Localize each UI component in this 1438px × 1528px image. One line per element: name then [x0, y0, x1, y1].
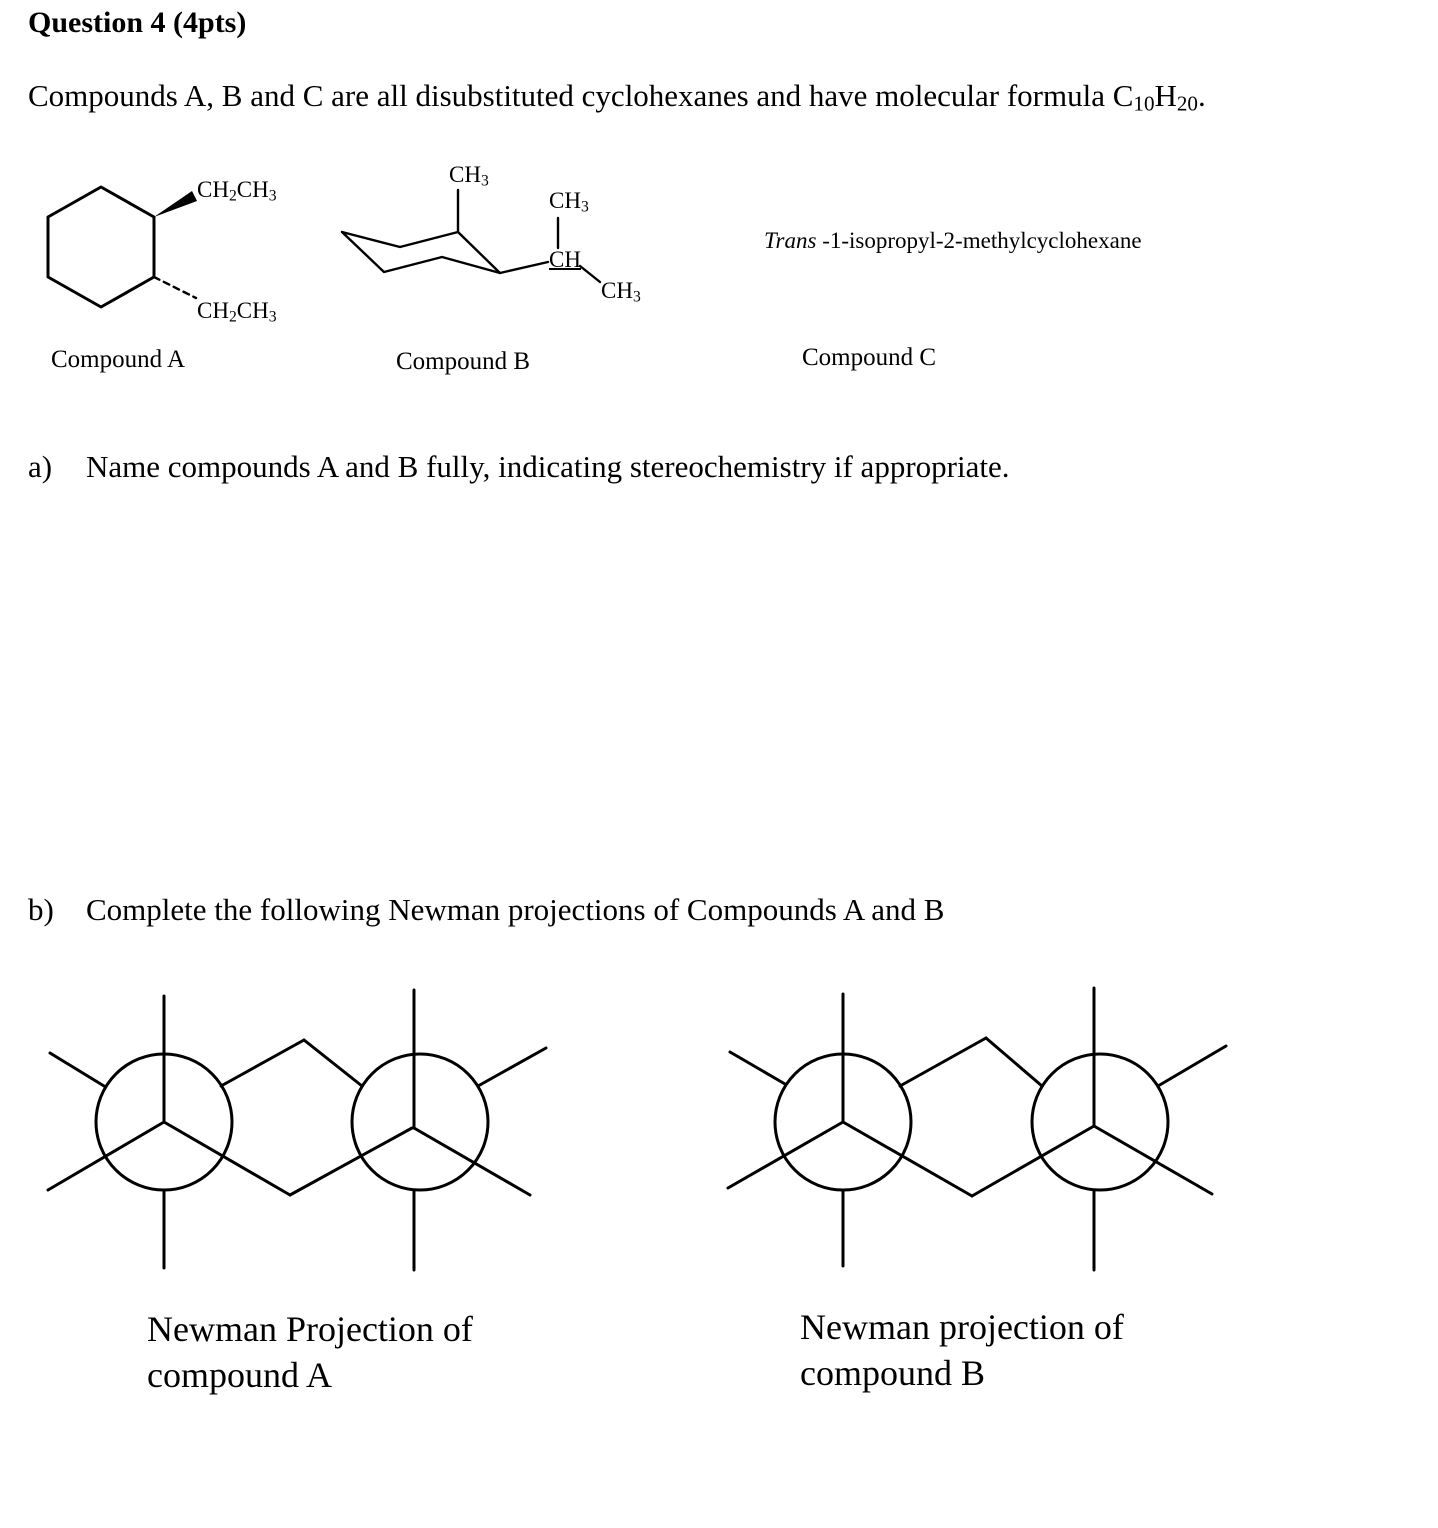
- compound-a-caption: Compound A: [51, 346, 186, 373]
- newman-a-caption-line1: Newman Projection of: [147, 1309, 473, 1349]
- newman-b-caption: [800, 1304, 1124, 1396]
- formula-h-subscript: 20: [1176, 91, 1198, 116]
- part-a-question: [28, 449, 1009, 485]
- compound-a-dash-bond: [154, 277, 196, 298]
- newman-projection-b: [728, 988, 1226, 1270]
- newman-b-caption-line1: Newman projection of: [800, 1307, 1124, 1347]
- compound-b-isopropyl-bond-side: [580, 266, 600, 282]
- part-b-label: b): [28, 892, 54, 927]
- compound-b-caption: Compound B: [396, 348, 531, 375]
- compound-b-isopropyl-top-methyl-label: $CH_3$: [549, 188, 589, 216]
- part-a-label: a): [28, 449, 53, 484]
- newman-a-caption-line2: compound A: [147, 1355, 332, 1395]
- compound-a-ring: [48, 187, 154, 307]
- newman-a-caption: [147, 1306, 473, 1398]
- compound-c-caption: Compound C: [802, 344, 937, 371]
- formula-period: .: [1197, 78, 1206, 113]
- compound-b-isopropyl-ch-label: CH: [549, 247, 581, 272]
- compound-a-wedge-label: $CH_2CH_3$: [197, 177, 277, 205]
- compound-b-axial-methyl-label: $CH_3$: [449, 162, 489, 190]
- compound-a-dash-label: $CH_2CH_3$: [197, 298, 277, 326]
- compound-c-name: [764, 228, 1142, 254]
- formula-h: H: [1154, 78, 1177, 113]
- compound-a-wedge-bond: [154, 191, 197, 217]
- part-b-question: [28, 892, 944, 928]
- compound-b-isopropyl-side-methyl-label: $CH_3$: [601, 278, 641, 306]
- part-b-text: Complete the following Newman projections of Compounds A and B: [86, 892, 945, 927]
- formula-c-subscript: 10: [1133, 91, 1155, 116]
- part-a-text: Name compounds A and B fully, indicating stereochemistry if appropriate.: [86, 449, 1010, 484]
- intro-sentence: Compounds A, B and C are all disubstituted cyclohexanes and have molecular formula C: [28, 78, 1134, 113]
- newman-projection-a: [48, 990, 546, 1270]
- compound-c-name-italic: Trans: [764, 228, 817, 253]
- compound-b-equatorial-bond: [500, 262, 548, 273]
- compound-c-name-rest: -1-isopropyl-2-methylcyclohexane: [816, 228, 1142, 253]
- question-title: Question 4 (4pts): [28, 6, 247, 39]
- newman-b-caption-line2: compound B: [800, 1353, 985, 1393]
